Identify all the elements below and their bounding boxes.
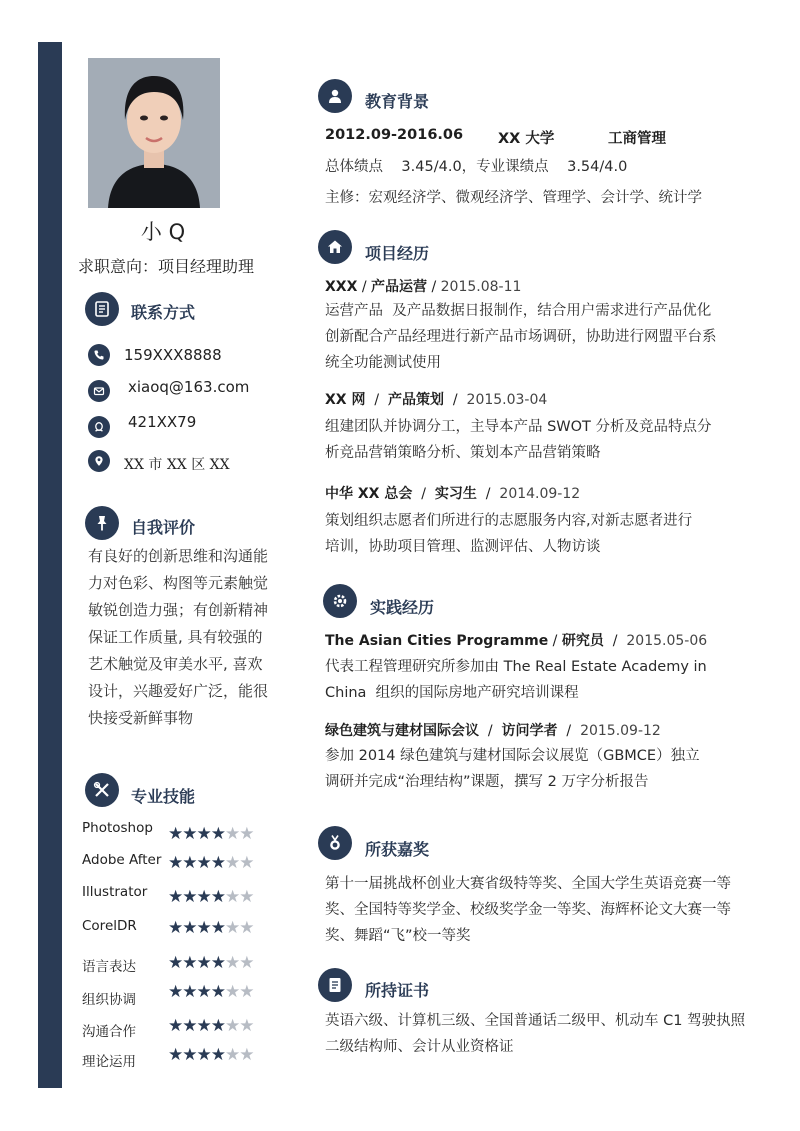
star-empty-icon: ★ — [225, 918, 240, 938]
profile-photo — [88, 58, 220, 208]
self-eval-line: 敏锐创造力强；有创新精神 — [88, 601, 269, 619]
project-org: XX 网 — [325, 392, 366, 408]
star-empty-icon: ★ — [225, 953, 240, 973]
project-description — [325, 508, 755, 560]
star-filled-icon: ★ — [196, 1045, 211, 1065]
certificates-section-title: 所持证书 — [365, 981, 430, 1000]
awards-section-title: 所获嘉奖 — [365, 840, 430, 859]
practice-line: 参加 2014 绿色建筑与建材国际会议展览（GBMCE）独立 — [325, 748, 700, 764]
practice-description — [325, 654, 755, 706]
project-date: 2015.08-11 — [440, 279, 522, 295]
star-filled-icon: ★ — [196, 1016, 211, 1036]
practice-line: 调研并完成“治理结构”课题，撰写 2 万字分析报告 — [325, 774, 649, 790]
email-address: xiaoq@163.com — [128, 378, 250, 396]
education-section-icon — [318, 79, 352, 113]
star-filled-icon: ★ — [182, 918, 197, 938]
star-filled-icon: ★ — [182, 887, 197, 907]
awards-text — [325, 871, 755, 949]
practice-date: 2015.05-06 — [626, 633, 708, 649]
star-empty-icon: ★ — [225, 853, 240, 873]
awards-section-icon — [318, 826, 352, 860]
self-eval-line: 保证工作质量, 具有较强的 — [88, 628, 263, 646]
practice-header — [325, 720, 661, 740]
award-line: 奖、全国特等奖学金、校级奖学金一等奖、海辉杯论文大赛一等 — [325, 902, 731, 918]
star-filled-icon: ★ — [182, 1016, 197, 1036]
practice-role: 研究员 — [561, 633, 604, 649]
separator: / — [476, 486, 500, 502]
project-line: 运营产品 及产品数据日报制作，结合用户需求进行产品优化 — [325, 303, 712, 319]
star-empty-icon: ★ — [225, 824, 240, 844]
star-empty-icon: ★ — [225, 1045, 240, 1065]
certificate-line: 二级结构师、会计从业资格证 — [325, 1039, 514, 1055]
practice-role: 访问学者 — [501, 723, 558, 739]
separator: / — [548, 633, 562, 649]
projects-section-icon — [318, 230, 352, 264]
star-filled-icon: ★ — [210, 918, 225, 938]
project-description — [325, 414, 755, 466]
practice-date: 2015.09-12 — [580, 723, 661, 739]
star-empty-icon: ★ — [239, 824, 254, 844]
phone-icon — [88, 344, 110, 366]
practice-section-title: 实践经历 — [370, 598, 435, 617]
project-header — [325, 483, 580, 503]
star-filled-icon: ★ — [182, 853, 197, 873]
star-filled-icon: ★ — [168, 918, 183, 938]
skill-name: 语言表达 — [82, 959, 136, 975]
self-eval-line: 快接受新鲜事物 — [88, 709, 194, 727]
skill-rating — [168, 1047, 254, 1064]
star-empty-icon: ★ — [225, 887, 240, 907]
star-filled-icon: ★ — [168, 1045, 183, 1065]
practice-header — [325, 630, 707, 650]
skills-section-icon — [85, 773, 119, 807]
star-filled-icon: ★ — [196, 953, 211, 973]
skill-name: CorelDR — [82, 918, 137, 934]
star-filled-icon: ★ — [210, 1045, 225, 1065]
skill-name: Photoshop — [82, 820, 153, 836]
award-line: 第十一届挑战杯创业大赛省级特等奖、全国大学生英语竞赛一等 — [325, 876, 731, 892]
star-filled-icon: ★ — [168, 953, 183, 973]
skill-name: 沟通合作 — [82, 1024, 136, 1040]
star-filled-icon: ★ — [182, 1045, 197, 1065]
skills-section-title: 专业技能 — [131, 787, 196, 806]
skill-rating — [168, 889, 254, 906]
skill-rating — [168, 855, 254, 872]
home-address: XX 市 XX 区 XX — [124, 457, 230, 473]
star-filled-icon: ★ — [168, 824, 183, 844]
education-courses: 主修：宏观经济学、微观经济学、管理学、会计学、统计学 — [325, 190, 702, 206]
education-major: 工商管理 — [608, 131, 666, 147]
star-empty-icon: ★ — [225, 1016, 240, 1036]
star-empty-icon: ★ — [239, 918, 254, 938]
practice-section-icon — [323, 584, 357, 618]
project-role: 产品运营 — [371, 279, 428, 295]
star-empty-icon: ★ — [239, 1016, 254, 1036]
project-date: 2014.09-12 — [499, 486, 581, 502]
star-filled-icon: ★ — [196, 982, 211, 1002]
skill-rating — [168, 920, 254, 937]
practice-org: 绿色建筑与建材国际会议 — [325, 723, 479, 739]
skill-name: 组织协调 — [82, 992, 136, 1008]
award-line: 奖、舞蹈“飞”校一等奖 — [325, 928, 471, 944]
practice-line: China 组织的国际房地产研究培训课程 — [325, 685, 579, 701]
phone-number: 159XXX8888 — [124, 346, 222, 364]
certificates-text — [325, 1008, 755, 1060]
star-filled-icon: ★ — [196, 853, 211, 873]
education-period: 2012.09-2016.06 — [325, 127, 464, 143]
separator: / — [444, 392, 467, 408]
star-filled-icon: ★ — [196, 887, 211, 907]
star-filled-icon: ★ — [168, 887, 183, 907]
project-header — [325, 276, 521, 296]
star-filled-icon: ★ — [210, 1016, 225, 1036]
self-eval-line: 力对色彩、构图等元素触觉 — [88, 574, 269, 592]
project-header — [325, 389, 547, 409]
separator: / — [365, 392, 388, 408]
separator: / — [603, 633, 627, 649]
location-icon — [88, 450, 110, 472]
star-filled-icon: ★ — [210, 982, 225, 1002]
job-objective: 求职意向：项目经理助理 — [78, 257, 255, 276]
project-line: 组建团队并协调分工，主导本产品 SWOT 分析及竞品特点分 — [325, 419, 712, 435]
star-filled-icon: ★ — [196, 824, 211, 844]
email-icon — [88, 380, 110, 402]
project-line: 培训，协助项目管理、监测评估、人物访谈 — [325, 539, 601, 555]
star-filled-icon: ★ — [210, 853, 225, 873]
certificate-line: 英语六级、计算机三级、全国普通话二级甲、机动车 C1 驾驶执照 — [325, 1013, 746, 1029]
practice-description — [325, 743, 755, 795]
skill-rating — [168, 826, 254, 843]
project-line: 策划组织志愿者们所进行的志愿服务内容,对新志愿者进行 — [325, 513, 693, 529]
star-filled-icon: ★ — [182, 824, 197, 844]
star-filled-icon: ★ — [196, 918, 211, 938]
skill-rating — [168, 955, 254, 972]
project-line: 统全功能测试使用 — [325, 355, 441, 371]
star-empty-icon: ★ — [225, 982, 240, 1002]
project-line: 创新配合产品经理进行新产品市场调研，协助进行网盟平台系 — [325, 329, 717, 345]
project-line: 析竞品营销策略分析、策划本产品营销策略 — [325, 445, 601, 461]
star-empty-icon: ★ — [239, 982, 254, 1002]
star-filled-icon: ★ — [210, 887, 225, 907]
project-date: 2015.03-04 — [466, 392, 548, 408]
skill-rating — [168, 984, 254, 1001]
skill-name: Illustrator — [82, 884, 148, 900]
self-eval-line: 有良好的创新思维和沟通能 — [88, 547, 269, 565]
star-filled-icon: ★ — [168, 853, 183, 873]
separator: / — [357, 279, 372, 295]
project-role: 实习生 — [434, 486, 477, 502]
skill-rating — [168, 1018, 254, 1035]
qq-number: 421XX79 — [128, 413, 197, 431]
self-eval-text — [88, 543, 288, 732]
star-filled-icon: ★ — [182, 953, 197, 973]
separator: / — [557, 723, 581, 739]
skill-name: Adobe After — [82, 852, 162, 868]
star-empty-icon: ★ — [239, 853, 254, 873]
project-description — [325, 298, 755, 376]
star-filled-icon: ★ — [210, 953, 225, 973]
candidate-name: 小 Q — [140, 220, 186, 244]
contact-section-icon — [85, 292, 119, 326]
practice-line: 代表工程管理研究所参加由 The Real Estate Academy in — [325, 659, 707, 675]
project-org: XXX — [325, 279, 358, 295]
practice-org: The Asian Cities Programme — [325, 633, 549, 649]
star-empty-icon: ★ — [239, 887, 254, 907]
star-filled-icon: ★ — [182, 982, 197, 1002]
star-filled-icon: ★ — [168, 982, 183, 1002]
qq-icon — [88, 416, 110, 438]
star-filled-icon: ★ — [210, 824, 225, 844]
star-empty-icon: ★ — [239, 953, 254, 973]
separator: / — [427, 279, 441, 295]
star-filled-icon: ★ — [168, 1016, 183, 1036]
education-section-title: 教育背景 — [365, 92, 430, 111]
self-eval-section-title: 自我评价 — [131, 518, 196, 537]
star-empty-icon: ★ — [239, 1045, 254, 1065]
education-school: XX 大学 — [498, 131, 555, 147]
education-gpa: 总体绩点 3.45/4.0，专业课绩点 3.54/4.0 — [325, 159, 628, 175]
project-org: 中华 XX 总会 — [325, 486, 413, 502]
self-eval-line: 艺术触觉及审美水平, 喜欢 — [88, 655, 263, 673]
skill-name: 理论运用 — [82, 1054, 136, 1070]
projects-section-title: 项目经历 — [365, 244, 430, 263]
separator: / — [412, 486, 435, 502]
sidebar-accent-bar — [38, 42, 62, 1088]
separator: / — [479, 723, 502, 739]
self-eval-section-icon — [85, 506, 119, 540]
certificates-section-icon — [318, 968, 352, 1002]
project-role: 产品策划 — [388, 392, 444, 408]
self-eval-line: 设计，兴趣爱好广泛，能很 — [88, 682, 269, 700]
contact-section-title: 联系方式 — [131, 303, 196, 322]
